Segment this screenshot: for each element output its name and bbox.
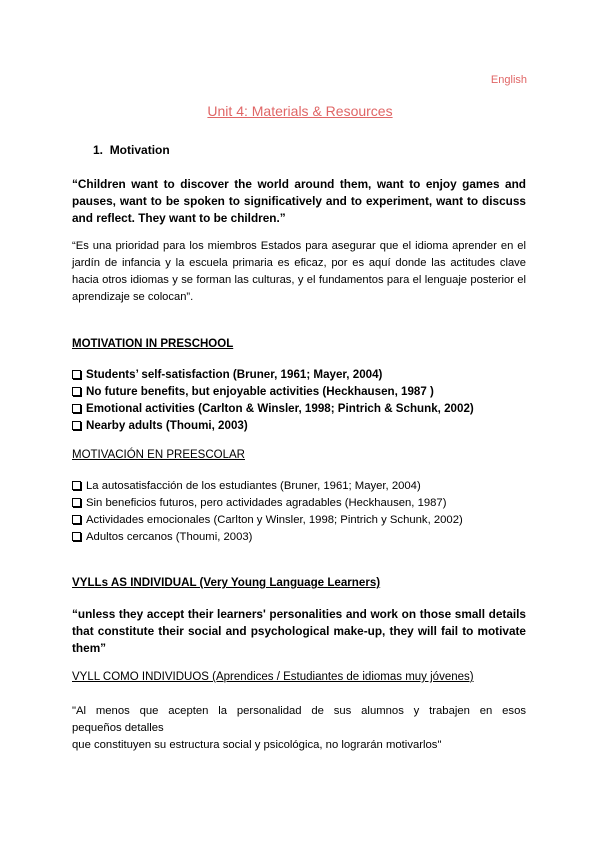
section-number: 1. xyxy=(93,143,104,157)
list-item: No future benefits, but enjoyable activities (Heckhausen, 1987 ) xyxy=(72,383,542,400)
checkbox-bullet-icon xyxy=(72,404,81,413)
checkbox-bullet-icon xyxy=(72,421,81,430)
list-item: Actividades emocionales (Carlton y Winsler, 1998; Pintrich y Schunk, 2002) xyxy=(72,511,542,528)
checkbox-bullet-icon xyxy=(72,370,81,379)
preschool-heading-es: MOTIVACIÓN EN PREESCOLAR xyxy=(72,449,245,461)
vyll-quote-es-line: que constituyen su estructura social y psicológica, no lograrán motivarlos" xyxy=(72,739,442,751)
list-item: Sin beneficios futuros, pero actividades agradables (Heckhausen, 1987) xyxy=(72,494,542,511)
page-title: Unit 4: Materials & Resources xyxy=(207,103,393,119)
vyll-quote-es xyxy=(72,703,526,754)
list-item: Emotional activities (Carlton & Winsler, 1998; Pintrich & Schunk, 2002) xyxy=(72,400,542,417)
vyll-heading-en: VYLLs AS INDIVIDUAL (Very Young Language Learners) xyxy=(72,576,381,589)
list-item: Students’ self-satisfaction (Bruner, 1961; Mayer, 2004) xyxy=(72,366,542,383)
language-label: English xyxy=(490,74,527,86)
section-heading xyxy=(93,142,170,158)
preschool-heading-en: MOTIVATION IN PRESCHOOL xyxy=(72,338,234,350)
vyll-heading-es: VYLL COMO INDIVIDUOS (Aprendices / Estudiantes de idiomas muy jóvenes) xyxy=(72,671,474,683)
checkbox-bullet-icon xyxy=(72,532,81,541)
section-label: Motivation xyxy=(109,143,170,157)
preschool-list-en xyxy=(72,366,542,434)
vyll-quote-es-line: pequeños detalles xyxy=(72,722,164,734)
preschool-list-es xyxy=(72,477,542,545)
checkbox-bullet-icon xyxy=(72,498,81,507)
quote-children-en: “Children want to discover the world around them, want to enjoy games and pauses, want to be spoken to significatively and to experiment, want to discuss and reflect. They want to be children.” xyxy=(72,177,526,225)
vyll-quote-en: “unless they accept their learners' personalities and work on those small details that constitute their social and psychological make-up, they will fail to motivate them” xyxy=(72,607,526,655)
list-item: La autosatisfacción de los estudiantes (Bruner, 1961; Mayer, 2004) xyxy=(72,477,542,494)
quote-children-es: “Es una prioridad para los miembros Estados para asegurar que el idioma aprender en el jardín de infancia y la escuela primaria es eficaz, por es aquí donde las actitudes clave hacia otros idiomas y se forman las culturas, y el fundamentos para el lenguaje posterior el aprendizaje se colocan”. xyxy=(72,240,526,303)
checkbox-bullet-icon xyxy=(72,481,81,490)
checkbox-bullet-icon xyxy=(72,387,81,396)
vyll-quote-es-line: "Al menos que acepten la personalidad de sus alumnos y trabajen en esos xyxy=(72,705,526,717)
list-item: Nearby adults (Thoumi, 2003) xyxy=(72,417,542,434)
checkbox-bullet-icon xyxy=(72,515,81,524)
list-item: Adultos cercanos (Thoumi, 2003) xyxy=(72,528,542,545)
